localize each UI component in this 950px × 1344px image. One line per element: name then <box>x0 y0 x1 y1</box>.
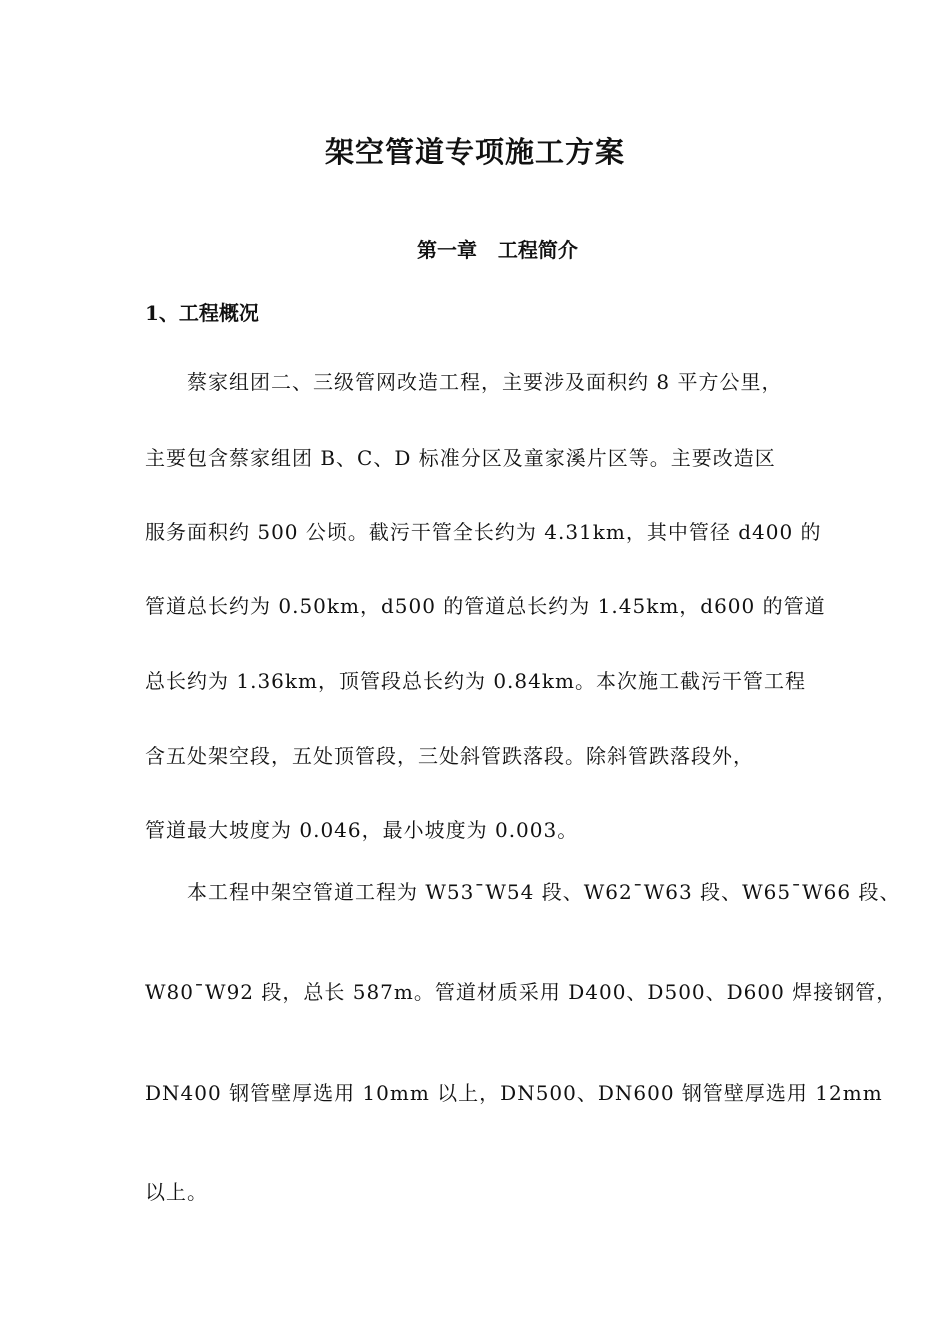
paragraph-2-line-3: DN400 钢管壁厚选用 10mm 以上，DN500、DN600 钢管壁厚选用 12mm <box>145 1081 883 1105</box>
chapter-heading: 第一章 工程简介 <box>417 238 578 262</box>
paragraph-1-line-6: 含五处架空段，五处顶管段，三处斜管跌落段。除斜管跌落段外， <box>145 744 754 768</box>
paragraph-1-line-1: 蔡家组团二、三级管网改造工程，主要涉及面积约 8 平方公里， <box>187 370 783 394</box>
paragraph-1-line-2: 主要包含蔡家组团 B、C、D 标准分区及童家溪片区等。主要改造区 <box>145 446 776 470</box>
paragraph-2-line-2: W80¯W92 段，总长 587m。管道材质采用 D400、D500、D600 焊接钢管， <box>145 980 898 1004</box>
paragraph-1-line-3: 服务面积约 500 公顷。截污干管全长约为 4.31km，其中管径 d400 的 <box>145 520 822 544</box>
paragraph-1-line-5: 总长约为 1.36km，顶管段总长约为 0.84km。本次施工截污干管工程 <box>145 669 806 693</box>
paragraph-2-line-4: 以上。 <box>145 1180 208 1204</box>
paragraph-1-line-4: 管道总长约为 0.50km，d500 的管道总长约为 1.45km，d600 的管道 <box>145 594 826 618</box>
paragraph-2-line-1: 本工程中架空管道工程为 W53¯W54 段、W62¯W63 段、W65¯W66 段、 <box>187 880 901 904</box>
paragraph-1-line-7: 管道最大坡度为 0.046，最小坡度为 0.003。 <box>145 818 579 842</box>
section-heading: 1、工程概况 <box>145 301 259 325</box>
document-title: 架空管道专项施工方案 <box>324 135 625 169</box>
